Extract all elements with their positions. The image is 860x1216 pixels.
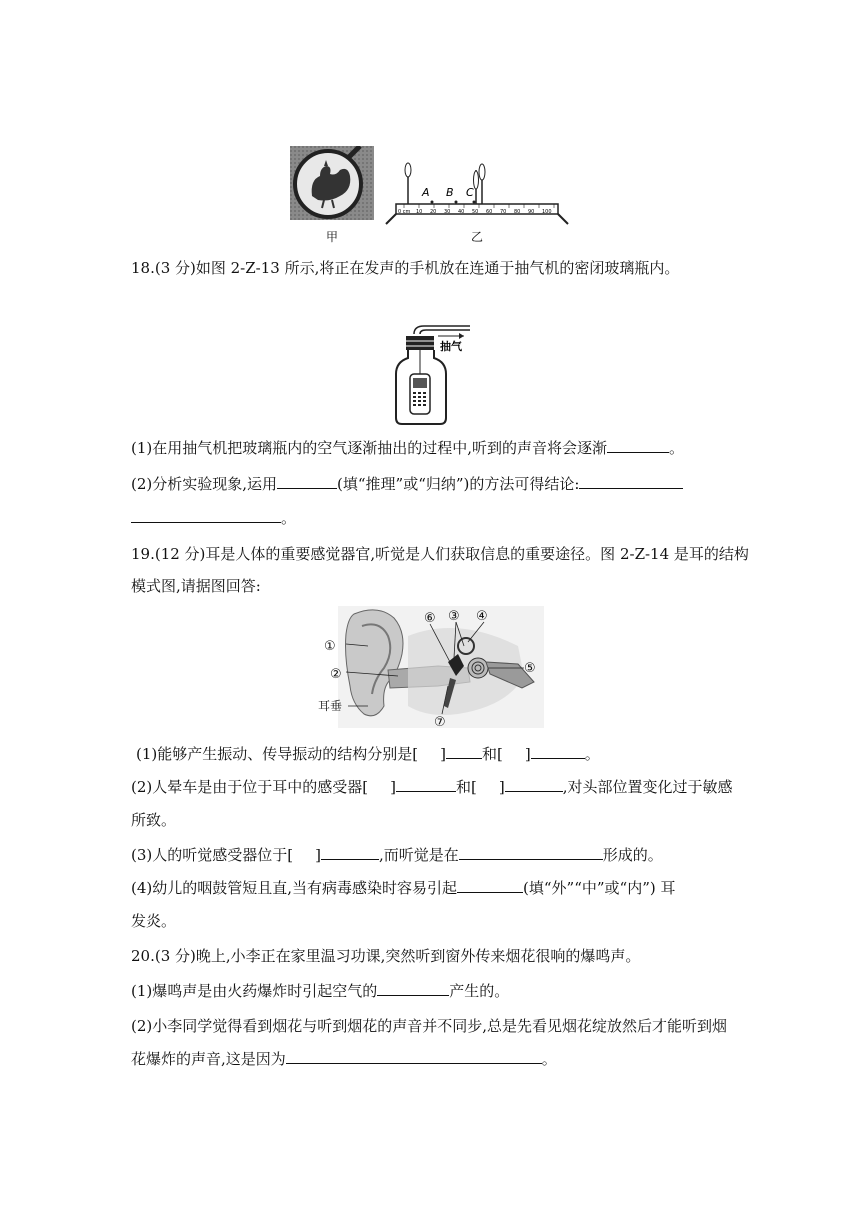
q19-part4: (4)幼儿的咽鼓管短且直,当有病毒感染时容易引起 (填“外”“中”或“内”) 耳 [131, 879, 676, 897]
scale-label: 10 [416, 209, 423, 215]
caption-jia: 甲 [326, 230, 339, 244]
ear-number-3: ③ [448, 609, 460, 624]
answer-blank[interactable] [607, 438, 669, 453]
q19-part3: (3)人的听觉感受器位于[ ] ,而听觉是在 形成的。 [131, 846, 663, 864]
bench-label-a: A [422, 186, 430, 199]
q19-stem-2: 模式图,请据图回答: [131, 577, 261, 595]
answer-blank[interactable] [531, 744, 585, 759]
answer-blank[interactable] [579, 474, 683, 489]
q18-part1: (1)在用抽气机把玻璃瓶内的空气逐渐抽出的过程中,听到的声音将会逐渐 。 [131, 439, 685, 457]
scale-label: 70 [500, 209, 507, 215]
pump-label: 抽气 [440, 340, 462, 353]
ear-number-7: ⑦ [434, 715, 446, 728]
q19-part4-cont: 发炎。 [131, 912, 177, 930]
q20-stem: 20.(3 分)晚上,小李正在家里温习功课,突然听到窗外传来烟花很响的爆鸣声。 [131, 947, 641, 965]
q19-part1: (1)能够产生振动、传导振动的结构分别是[ ] 和[ ] 。 [136, 745, 600, 763]
ear-number-1: ① [324, 639, 336, 654]
answer-blank[interactable] [477, 778, 499, 792]
q20-part2: (2)小李同学觉得看到烟花与听到烟花的声音并不同步,总是先看见烟花绽放然后才能听到烟 [131, 1017, 728, 1035]
q18-part2: (2)分析实验现象,运用 (填“推理”或“归纳”)的方法可得结论: [131, 474, 683, 494]
q19-part2-cont: 所致。 [131, 811, 177, 829]
scale-label: 90 [528, 209, 535, 215]
answer-blank[interactable] [286, 1049, 542, 1064]
figure-bell-jar [392, 322, 472, 426]
figure-optical-bench [384, 156, 570, 226]
ear-number-5: ⑤ [524, 661, 536, 676]
answer-blank[interactable] [368, 778, 390, 792]
caption-yi: 乙 [471, 230, 484, 244]
scale-label: 40 [458, 209, 465, 215]
figure-magnifier [290, 146, 374, 220]
answer-blank[interactable] [293, 846, 315, 860]
q18-part2-cont: 。 [131, 508, 296, 528]
scale-label: 30 [444, 209, 451, 215]
q20-part1: (1)爆鸣声是由火药爆炸时引起空气的 产生的。 [131, 982, 510, 1000]
figure-ear [318, 606, 544, 728]
ear-number-6: ⑥ [424, 611, 436, 626]
q18-stem: 18.(3 分)如图 2-Z-13 所示,将正在发声的手机放在连通于抽气机的密闭玻璃瓶内。 [131, 259, 680, 277]
scale-label: 0 cm [398, 209, 411, 215]
scale-label: 100 [542, 209, 552, 215]
answer-blank[interactable] [377, 981, 449, 996]
answer-blank[interactable] [418, 745, 440, 759]
answer-blank[interactable] [321, 845, 379, 860]
q20-part2-cont: 花爆炸的声音,这是因为 。 [131, 1050, 557, 1068]
q19-part2: (2)人晕车是由于位于耳中的感受器[ ] 和[ ] ,对头部位置变化过于敏感 [131, 778, 733, 796]
ear-lobe-label: 耳垂 [318, 699, 343, 713]
answer-blank[interactable] [457, 878, 523, 893]
scale-label: 20 [430, 209, 437, 215]
q19-stem-1: 19.(12 分)耳是人体的重要感觉器官,听觉是人们获取信息的重要途径。图 2-Z-14 是耳的结构 [131, 545, 749, 563]
ear-number-2: ② [330, 667, 342, 682]
scale-label: 80 [514, 209, 521, 215]
bench-label-b: B [446, 186, 454, 199]
answer-blank[interactable] [277, 474, 337, 489]
answer-blank[interactable] [503, 745, 525, 759]
answer-blank[interactable] [459, 845, 603, 860]
answer-blank[interactable] [446, 744, 482, 759]
answer-blank[interactable] [131, 508, 281, 523]
ear-number-4: ④ [476, 609, 488, 624]
answer-blank[interactable] [505, 777, 563, 792]
scale-label: 60 [486, 209, 493, 215]
answer-blank[interactable] [396, 777, 456, 792]
bench-label-c: C [466, 186, 474, 199]
scale-label: 50 [472, 209, 479, 215]
